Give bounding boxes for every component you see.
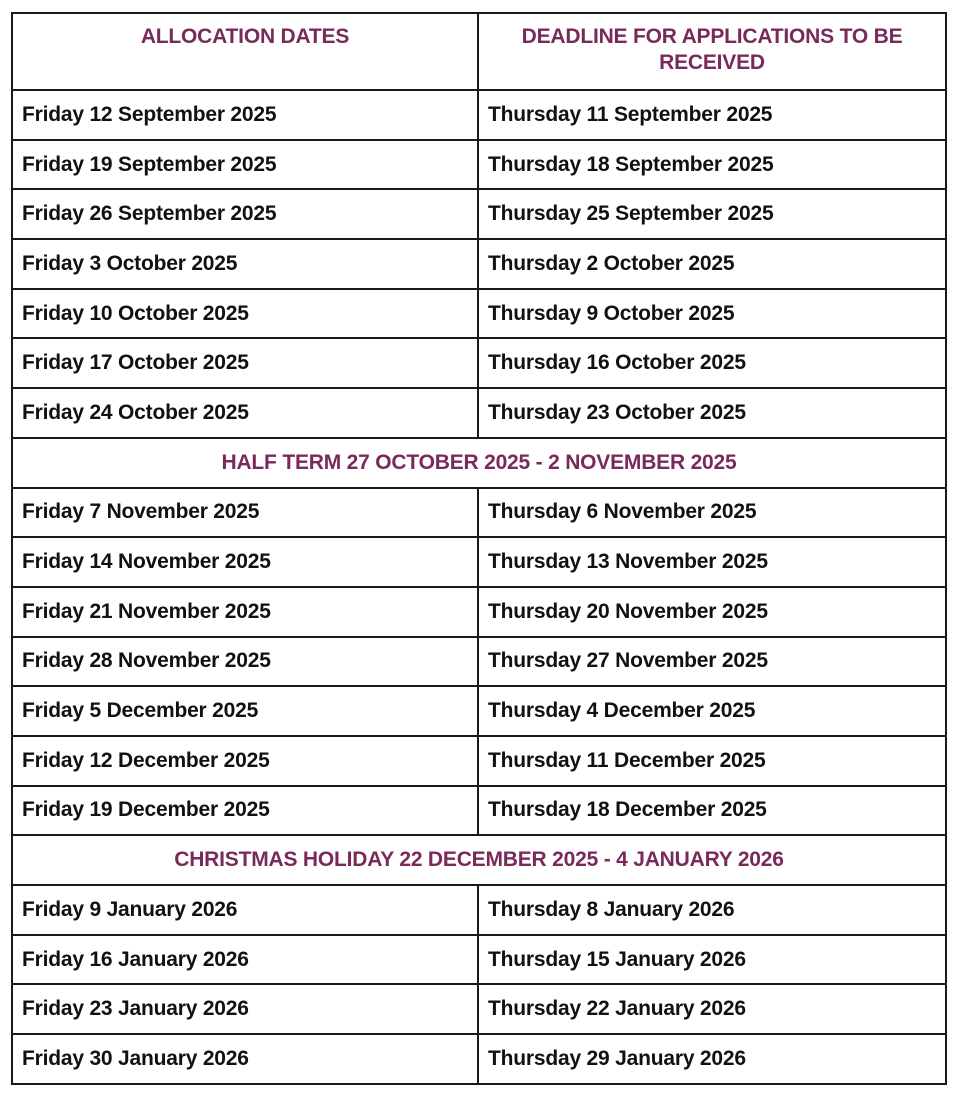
deadline-date-cell: Thursday 18 December 2025 (478, 786, 946, 836)
holiday-row (12, 438, 946, 488)
allocation-date-cell: Friday 17 October 2025 (12, 338, 478, 388)
allocation-date-cell: Friday 19 December 2025 (12, 786, 478, 836)
table-row (12, 90, 946, 140)
allocation-date-cell: Friday 16 January 2026 (12, 935, 478, 985)
table-row (12, 289, 946, 339)
table-row (12, 189, 946, 239)
table-row (12, 686, 946, 736)
allocation-date-cell: Friday 26 September 2025 (12, 189, 478, 239)
allocation-date-cell: Friday 23 January 2026 (12, 984, 478, 1034)
allocation-date-cell: Friday 24 October 2025 (12, 388, 478, 438)
christmas-holiday-cell: CHRISTMAS HOLIDAY 22 DECEMBER 2025 - 4 JANUARY 2026 (12, 835, 946, 885)
allocation-schedule-table (11, 12, 947, 1085)
deadline-date-cell: Thursday 27 November 2025 (478, 637, 946, 687)
deadline-date-cell: Thursday 9 October 2025 (478, 289, 946, 339)
allocation-date-cell: Friday 28 November 2025 (12, 637, 478, 687)
deadline-date-cell: Thursday 18 September 2025 (478, 140, 946, 190)
deadline-date-cell: Thursday 23 October 2025 (478, 388, 946, 438)
deadline-date-cell: Thursday 11 December 2025 (478, 736, 946, 786)
table-row (12, 1034, 946, 1084)
deadline-date-cell: Thursday 16 October 2025 (478, 338, 946, 388)
allocation-date-cell: Friday 9 January 2026 (12, 885, 478, 935)
deadline-date-cell: Thursday 2 October 2025 (478, 239, 946, 289)
table-row (12, 239, 946, 289)
deadline-date-cell: Thursday 15 January 2026 (478, 935, 946, 985)
header-application-deadline: DEADLINE FOR APPLICATIONS TO BE RECEIVED (478, 13, 946, 90)
half-term-holiday-cell: HALF TERM 27 OCTOBER 2025 - 2 NOVEMBER 2025 (12, 438, 946, 488)
table-row (12, 935, 946, 985)
table-header-row (12, 13, 946, 90)
allocation-date-cell: Friday 12 September 2025 (12, 90, 478, 140)
deadline-date-cell: Thursday 20 November 2025 (478, 587, 946, 637)
table-row (12, 388, 946, 438)
allocation-date-cell: Friday 3 October 2025 (12, 239, 478, 289)
deadline-date-cell: Thursday 11 September 2025 (478, 90, 946, 140)
deadline-date-cell: Thursday 4 December 2025 (478, 686, 946, 736)
allocation-date-cell: Friday 21 November 2025 (12, 587, 478, 637)
table-row (12, 587, 946, 637)
allocation-date-cell: Friday 14 November 2025 (12, 537, 478, 587)
table-row (12, 637, 946, 687)
deadline-date-cell: Thursday 6 November 2025 (478, 488, 946, 538)
allocation-date-cell: Friday 10 October 2025 (12, 289, 478, 339)
deadline-date-cell: Thursday 8 January 2026 (478, 885, 946, 935)
table-row (12, 338, 946, 388)
deadline-date-cell: Thursday 25 September 2025 (478, 189, 946, 239)
allocation-date-cell: Friday 19 September 2025 (12, 140, 478, 190)
table-row (12, 885, 946, 935)
table-row (12, 488, 946, 538)
allocation-date-cell: Friday 5 December 2025 (12, 686, 478, 736)
deadline-date-cell: Thursday 13 November 2025 (478, 537, 946, 587)
table-row (12, 140, 946, 190)
holiday-row (12, 835, 946, 885)
table-row (12, 984, 946, 1034)
allocation-date-cell: Friday 7 November 2025 (12, 488, 478, 538)
deadline-date-cell: Thursday 22 January 2026 (478, 984, 946, 1034)
header-allocation-dates: ALLOCATION DATES (12, 13, 478, 90)
allocation-date-cell: Friday 12 December 2025 (12, 736, 478, 786)
allocation-date-cell: Friday 30 January 2026 (12, 1034, 478, 1084)
table-row (12, 786, 946, 836)
table-row (12, 736, 946, 786)
deadline-date-cell: Thursday 29 January 2026 (478, 1034, 946, 1084)
table-row (12, 537, 946, 587)
